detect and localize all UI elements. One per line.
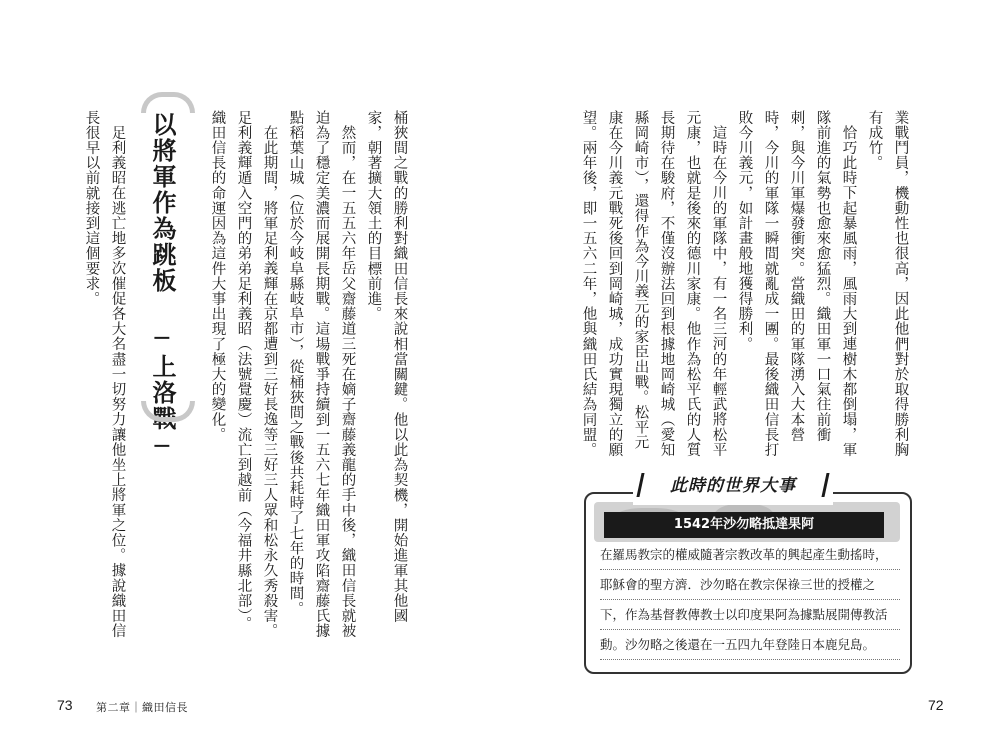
right-col-11: 縣岡崎市），還得作為今川義元的家臣出戰。松平元 xyxy=(632,110,649,451)
right-col-7: 敗今川義元，如計畫般地獲得勝利。 xyxy=(736,110,753,352)
page-number-right: 72 xyxy=(928,697,944,713)
left-col-9: 足利義昭在逃亡地多次催促各大名盡一切努力讓他坐上將軍之位。據說織田信 xyxy=(109,125,126,639)
right-col-8: 這時在今川的軍隊中，有一名三河的年輕武將松平 xyxy=(710,125,727,458)
left-col-7: 足利義輝遁入空門的弟弟足利義昭（法號覺慶）流亡到越前（今福井縣北部）。 xyxy=(235,110,252,632)
world-events-body xyxy=(600,540,900,660)
world-events-line-3: 下，作為基督教傳教士以印度果阿為據點展開傳教活 xyxy=(600,600,900,630)
right-col-9: 元康，也就是後來的德川家康。他作為松平氏的人質 xyxy=(684,110,701,458)
world-events-line-4: 動。沙勿略之後還在一五四九年登陸日本鹿兒島。 xyxy=(600,630,900,660)
left-col-1: 桶狹間之戰的勝利對織田信長來說相當關鍵。他以此為契機，開始進軍其他國 xyxy=(391,110,408,624)
section-heading xyxy=(133,92,193,462)
heading-bracket-top xyxy=(141,92,195,113)
left-col-10: 長很早以前就接到這個要求。 xyxy=(83,110,100,307)
right-col-5: 刺，與今川軍爆發衝突。當織田的軍隊湧入大本營 xyxy=(788,110,805,443)
world-events-line-2: 耶穌會的聖方濟．沙勿略在教宗保祿三世的授權之 xyxy=(600,570,900,600)
right-col-4: 隊前進的氣勢也愈來愈猛烈。織田軍一口氣往前衝 xyxy=(814,110,831,443)
right-col-6: 時，今川的軍隊一瞬間就亂成一團。最後織田信長打 xyxy=(762,110,779,458)
right-col-13: 望。兩年後，即一五六二年，他與織田氏結為同盟。 xyxy=(580,110,597,458)
right-col-10: 長期待在駿府，不僅沒辦法回到根據地岡崎城（愛知 xyxy=(658,110,675,458)
left-col-2: 家，朝著擴大領土的目標前進。 xyxy=(365,110,382,322)
right-col-1: 業戰鬥員，機動性也很高，因此他們對於取得勝利胸 xyxy=(892,110,909,458)
left-col-3: 然而，在一五五六年岳父齋藤道三死在嫡子齋藤義龍的手中後，織田信長就被 xyxy=(339,125,356,639)
right-col-12: 康在今川義元戰死後回到岡崎城，成功實現獨立的願 xyxy=(606,110,623,458)
chapter-label: 第二章｜織田信長 xyxy=(96,701,188,714)
left-col-8: 織田信長的命運因為這件大事出現了極大的變化。 xyxy=(209,110,226,443)
right-col-3: 恰巧此時下起暴風雨，風雨大到連樹木都倒塌，軍 xyxy=(840,125,857,458)
left-col-4: 迫為了穩定美濃而展開長期戰。這場戰爭持續到一五六七年織田軍攻陷齋藤氏據 xyxy=(313,110,330,639)
world-events-title-text: 此時的世界大事 xyxy=(670,476,796,496)
right-col-2: 有成竹。 xyxy=(866,110,883,171)
left-col-6: 在此期間，將軍足利義輝在京都遭到三好長逸等三好三人眾和松永久秀殺害。 xyxy=(261,125,278,639)
world-events-title xyxy=(633,467,833,505)
world-events-line-1: 在羅馬教宗的權威隨著宗教改革的興起產生動搖時， xyxy=(600,540,900,570)
section-heading-text: 以將軍作為跳板 ─上洛戰─ xyxy=(148,112,176,462)
world-events-subtitle: 1542年沙勿略抵達果阿 xyxy=(604,512,884,538)
left-col-5: 點稻葉山城（位於今岐阜縣岐阜市），從桶狹間之戰後共耗時了七年的時間。 xyxy=(287,110,304,617)
page-number-left: 73 xyxy=(57,697,73,713)
